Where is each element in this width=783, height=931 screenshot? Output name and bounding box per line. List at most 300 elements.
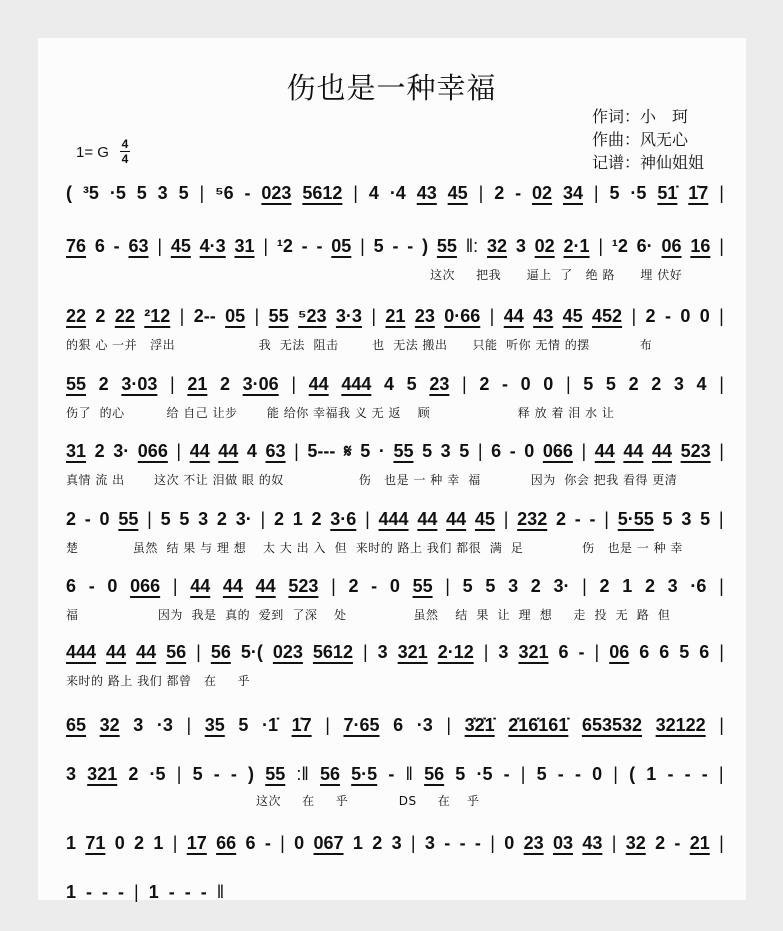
note-group: ³5 [82,183,99,203]
note-group: 45 [447,183,468,203]
note-group: 3 [515,236,526,256]
note-group: 1̇7 [291,715,312,735]
note-group: 5 [179,509,190,529]
note-group: 2 [655,833,666,853]
barline: ‖ [405,764,413,784]
note-group: 4 [246,441,257,461]
barline: | [263,236,269,256]
note-group: - [664,306,671,326]
barline: | [719,236,724,256]
barline: | [598,236,604,256]
note-group: 321 [397,642,428,662]
note-group: - [84,509,91,529]
barline: | [280,833,285,853]
note-group: 0 [680,306,691,326]
notation-line [66,642,724,663]
note-group: 3·06 [242,374,279,394]
barline: | [593,183,599,203]
note-group: ·5 [109,183,126,203]
note-group: 44 [417,509,438,529]
note-group: 22 [66,306,87,326]
note-group: 523 [288,576,319,596]
note-group: 2̇16̇161̇ [508,715,569,735]
notation-line [66,833,724,854]
barline: | [254,306,260,326]
note-group: 2 [94,441,105,461]
note-group: 51̇ [657,183,678,203]
note-group: ( [66,183,72,203]
barline: | [613,764,618,784]
barline: | [362,642,368,662]
note-group: 56 [319,764,341,784]
lyricist-credit: 作词：小 珂 [592,107,689,126]
barline: | [631,306,637,326]
note-group: - [578,642,585,662]
note-group: 3 [66,764,77,784]
note-group: 5 [462,576,473,596]
note-group: 3 [424,833,435,853]
note-group: ·5 [149,764,166,784]
note-group: 56 [166,642,187,662]
note-group: 3·03 [121,374,158,394]
note-group: 2 [66,509,77,529]
note-group: 35 [204,715,225,735]
note-group: 6 [66,576,77,596]
note-group: ) [422,236,429,256]
note-group: 3 [440,441,451,461]
note-group: 6 [558,642,569,662]
note-group: 0 [389,576,400,596]
note-group: - [264,833,271,853]
notation-line [66,441,724,462]
note-group: 65 [66,715,87,735]
note-group: 2 [372,833,383,853]
note-group: 31 [66,441,87,461]
note-group: 5 [238,715,249,735]
barline: | [325,715,330,735]
notation-line [66,509,724,530]
note-group: 03 [552,833,573,853]
note-group: 5--- [307,441,336,461]
note-group: 444 [66,642,97,662]
note-group: - [388,764,395,784]
note-group: 3· [235,509,252,529]
note-group: - [557,764,564,784]
note-group: 6· [636,236,653,256]
barline: | [179,306,185,326]
note-group: - [684,764,691,784]
barline: | [365,509,370,529]
note-group: - [574,509,581,529]
note-group: 32 [487,236,508,256]
notation-line [66,882,224,903]
barline: | [331,576,336,596]
note-group: 5 [700,509,711,529]
note-group: 5612 [312,642,353,662]
note-group: - [118,882,125,902]
barline: | [565,374,571,394]
barline: | [176,441,182,461]
note-group: 05 [331,236,352,256]
note-group: 023 [261,183,292,203]
note-group: 0 [294,833,305,853]
note-group: 3̇2̇1̇ [464,715,495,735]
notation-line [66,236,724,257]
barline: | [371,306,377,326]
note-group: 5 [605,374,616,394]
note-group: 3 [681,509,692,529]
note-group: ) [248,764,255,784]
note-group: 2 [644,576,655,596]
lyrics-line: 来时的 路上 我们 都曾 在 乎 [66,674,251,688]
note-group: 0 [520,374,531,394]
barline: | [719,833,724,853]
note-group: - [168,882,175,902]
barline: | [719,576,724,596]
note-group: 63 [265,441,286,461]
note-group: ⁵6 [215,183,234,203]
note-group: 3 [498,642,509,662]
note-group: 2-- [193,306,216,326]
note-group: 066 [137,441,168,461]
note-group: 76 [66,236,87,256]
barline: | [147,509,152,529]
note-group: 0 [107,576,118,596]
note-group: 4·3 [199,236,226,256]
note-group: - [230,764,237,784]
note-group: 44 [136,642,157,662]
note-group: 23 [429,374,450,394]
note-group: 5 [485,576,496,596]
note-group: · [378,441,385,461]
note-group: 3 [377,642,388,662]
note-group: 3 [198,509,209,529]
note-group: ²12 [144,306,171,326]
note-group: 55 [436,236,457,256]
barline: | [719,306,724,326]
barline: :‖ [296,764,309,784]
note-group: 6 [491,441,502,461]
note-group: 5 [536,764,547,784]
note-group: 32 [625,833,646,853]
note-group: 06 [609,642,630,662]
note-group: 0 [99,509,110,529]
note-group: 22 [114,306,135,326]
barline: | [294,441,299,461]
note-group: ·4 [389,183,406,203]
note-group: - [503,764,510,784]
note-group: 2·12 [437,642,474,662]
barline: | [186,715,192,735]
barline: | [260,509,266,529]
barline: | [719,715,724,735]
transcriber-credit: 记谱：神仙姐姐 [592,153,705,172]
barline: | [594,642,600,662]
note-group: 02 [534,236,555,256]
note-group: 44 [106,642,127,662]
note-group: 1 [292,509,303,529]
note-group: 6 [639,642,650,662]
barline: | [196,642,201,662]
note-group: - [574,764,581,784]
note-group: 6 [393,715,404,735]
lyrics-line: 这次 把我 逼上 了 绝 路 埋 伏好 [430,268,683,282]
barline: | [719,183,724,203]
note-group: 2 [599,576,610,596]
note-group: 0·66 [444,306,481,326]
key-signature: 1= G [76,144,109,161]
note-group: 5 [178,183,189,203]
lyrics-line: 这次 在 乎 DS 在 乎 [256,794,480,808]
note-group: 6 [94,236,105,256]
note-group: 5 [373,236,384,256]
note-group: - [501,374,508,394]
note-group: - [184,882,191,902]
notation-line [66,576,724,597]
song-title: 伤也是一种幸福 [286,71,497,105]
notation-line [66,764,724,785]
note-group: - [371,576,378,596]
note-group: 4 [368,183,379,203]
barline: | [581,441,587,461]
note-group: - [674,833,681,853]
note-group: 43 [416,183,437,203]
note-group: 5 [459,441,470,461]
note-group: 44 [255,576,276,596]
note-group: 2 [628,374,639,394]
note-group: 6 [699,642,710,662]
note-group: 44 [651,441,673,461]
note-group: - [301,236,308,256]
note-group: 44 [218,441,239,461]
note-group: ( [629,764,636,784]
note-group: 5 [583,374,594,394]
barline: | [176,764,182,784]
lyrics-line: 福 因为 我是 真的 爱到 了深 处 虽然 结 果 让 理 想 走 投 无 路 但 [66,608,671,622]
note-group: 2 [555,509,566,529]
notation-line [66,374,724,395]
note-group: 0 [543,374,554,394]
note-group: 45 [170,236,191,256]
note-group: 2 [645,306,656,326]
note-group: 3·6 [330,509,357,529]
note-group: 45 [474,509,495,529]
barline: | [446,715,452,735]
note-group: 2·1 [563,236,590,256]
note-group: 653532 [581,715,643,735]
note-group: 1̇7 [688,183,709,203]
barline: | [718,764,724,784]
barline: | [490,833,495,853]
note-group: 2 [311,509,322,529]
note-group: 452 [592,306,623,326]
note-group: - [667,764,674,784]
note-group: 2 [479,374,490,394]
note-group: 2 [530,576,541,596]
note-group: 1 [66,833,77,853]
note-group: - [509,441,516,461]
note-group: 4 [696,374,707,394]
note-group: 2 [273,509,284,529]
note-group: 0 [699,306,710,326]
note-group: 44 [308,374,329,394]
note-group: 066 [130,576,161,596]
note-group: 3 [673,374,684,394]
note-group: 43 [582,833,603,853]
note-group: - [515,183,522,203]
note-group: - [589,509,596,529]
note-group: ⁵23 [298,306,327,326]
note-group: - [244,183,251,203]
note-group: 34 [562,183,583,203]
note-group: 1 [352,833,363,853]
note-group: 44 [594,441,615,461]
note-group: 71 [85,833,106,853]
note-group: 7·65 [343,715,380,735]
note-group: 6 [245,833,256,853]
note-group: - [407,236,414,256]
note-group: 2 [651,374,662,394]
note-group: 5 [136,183,147,203]
note-group: 2 [134,833,145,853]
barline: ‖ [216,882,225,902]
note-group: 321 [518,642,549,662]
note-group: 5·55 [617,509,654,529]
note-group: 2 [95,306,106,326]
barline: | [291,374,297,394]
note-group: 21 [689,833,710,853]
note-group: 44 [190,576,211,596]
note-group: ·3 [156,715,173,735]
note-group: 5 [609,183,620,203]
note-group: 1 [153,833,164,853]
note-group: 066 [542,441,573,461]
barline: | [360,236,365,256]
note-group: 3 [157,183,168,203]
note-group: 55 [66,374,87,394]
note-group: ·1̇ [261,715,278,735]
barline: | [199,183,205,203]
barline: | [582,576,587,596]
note-group: 44 [222,576,243,596]
note-group: 55 [268,306,289,326]
barline: | [172,833,178,853]
barline: | [489,306,495,326]
note-group: ·3 [416,715,433,735]
note-group: 31 [234,236,255,256]
note-group: - [316,236,323,256]
note-group: - [88,576,95,596]
note-group: - [213,764,220,784]
note-group: 55 [118,509,139,529]
barline: | [503,509,509,529]
barline: | [483,642,489,662]
note-group: 3 [508,576,519,596]
barline: ‖: [465,236,479,256]
note-group: - [113,236,120,256]
note-group: ·5 [476,764,493,784]
note-group: 44 [189,441,210,461]
note-group: 3· [113,441,130,461]
note-group: 44 [503,306,524,326]
note-group: 0 [504,833,515,853]
note-group: ¹2 [276,236,293,256]
lyrics-line: 真情 流 出 这次 不让 泪做 眼 的奴 伤 也是 一 种 幸 福 因为 你会 把我 看得 更清 [66,473,678,487]
note-group: 3 [667,576,678,596]
note-group: 5 [679,642,690,662]
note-group: 63 [128,236,149,256]
note-group: 1 [646,764,657,784]
barline: | [410,833,416,853]
note-group: 44 [446,509,467,529]
note-group: 5·( [240,642,263,662]
barline: | [719,441,724,461]
note-group: 2 [494,183,505,203]
note-group: 23 [414,306,435,326]
note-group: 55 [393,441,414,461]
note-group: 2 [348,576,359,596]
barline: | [445,576,450,596]
note-group: 0 [114,833,125,853]
barline: | [157,236,163,256]
note-group: 5 [192,764,203,784]
note-group: 023 [272,642,303,662]
note-group: 𝄋 [343,441,352,461]
note-group: - [459,833,466,853]
note-group: 02 [532,183,553,203]
note-group: 523 [680,441,711,461]
barline: | [462,374,467,394]
barline: | [172,576,178,596]
notation-line [66,715,724,736]
note-group: 2 [98,374,109,394]
note-group: 5 [160,509,171,529]
notation-line [66,183,724,204]
note-group: 56 [210,642,231,662]
note-group: ¹2 [611,236,628,256]
note-group: 321 [87,764,118,784]
note-group: 0 [524,441,535,461]
barline: | [478,183,484,203]
barline: | [718,509,724,529]
note-group: 5 [662,509,673,529]
note-group: 444 [378,509,409,529]
barline: | [353,183,358,203]
note-group: 56 [424,764,445,784]
note-group: - [701,764,708,784]
note-group: 43 [533,306,554,326]
note-group: 5·5 [351,764,378,784]
note-group: 16 [690,236,711,256]
note-group: 21 [187,374,208,394]
note-group: 3 [133,715,144,735]
barline: | [477,441,483,461]
note-group: 232 [517,509,548,529]
note-group: 21 [385,306,406,326]
notation-line [66,306,724,327]
note-group: 5 [406,374,417,394]
note-group: 66 [216,833,237,853]
note-group: - [102,882,109,902]
time-signature [120,138,130,165]
note-group: 3· [553,576,570,596]
note-group: 6 [659,642,670,662]
note-group: 5612 [302,183,343,203]
lyrics-line: 伤了 的心 给 自己 让步 能 给你 幸福我 义 无 返 顾 释 放 着 泪 水 让 [66,406,615,420]
time-top: 4 [121,137,129,151]
note-group: 5 [360,441,371,461]
barline: | [719,642,724,662]
